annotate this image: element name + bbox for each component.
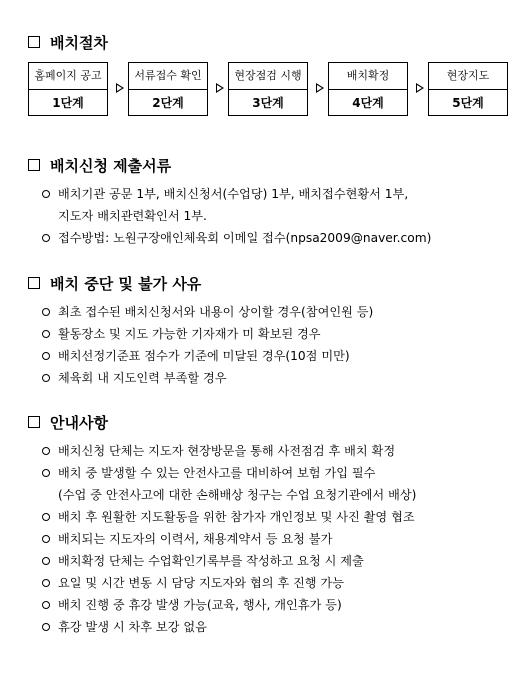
list-item-text: 배치신청 단체는 지도자 현장방문을 통해 사전점검 후 배치 확정 (58, 444, 396, 458)
list-item (28, 550, 512, 572)
list-item-text: 배치 후 원활한 지도활동을 위한 참가자 개인정보 및 사진 촬영 협조 (58, 510, 415, 524)
list-item-text: 체육회 내 지도인력 부족할 경우 (58, 371, 227, 385)
list-item-text: 배치 중 발생할 수 있는 안전사고를 대비하여 보험 가입 필수 (58, 466, 376, 480)
step-stage: 5단계 (452, 96, 484, 110)
documents-heading-text: 배치신청 제출서류 (50, 156, 172, 175)
step-label: 배치확정 (329, 63, 407, 90)
checkbox-icon (28, 159, 40, 171)
step-stage: 2단계 (152, 96, 184, 110)
circle-bullet-icon (42, 513, 50, 521)
arrow-right-icon (216, 83, 224, 93)
list-item (28, 616, 512, 638)
list-item-text-continued: (수업 중 안전사고에 대한 손해배상 청구는 수업 요청기관에서 배상) (58, 488, 417, 502)
list-item-text: 활동장소 및 지도 가능한 기자재가 미 확보된 경우 (58, 327, 321, 341)
list-item-text: 요일 및 시간 변동 시 담당 지도자와 협의 후 진행 가능 (58, 576, 344, 590)
circle-bullet-icon (42, 469, 50, 477)
step-stage: 3단계 (252, 96, 284, 110)
list-item (28, 183, 512, 227)
step-label: 현장지도 (429, 63, 507, 90)
circle-bullet-icon (42, 234, 50, 242)
list-item-text: 배치기관 공문 1부, 배치신청서(수업당) 1부, 배치접수현황서 1부, (58, 187, 409, 201)
list-item (28, 323, 512, 345)
notice-heading-text: 안내사항 (50, 413, 108, 432)
arrow-right-icon (316, 83, 324, 93)
procedure-steps (28, 62, 510, 118)
circle-bullet-icon (42, 308, 50, 316)
list-item-text: 배치선정기준표 점수가 기준에 미달된 경우(10점 미만) (58, 349, 350, 363)
step-label: 현장점검 시행 (229, 63, 307, 90)
list-item (28, 528, 512, 550)
documents-heading (28, 155, 512, 175)
list-item (28, 227, 512, 249)
list-item-text: 접수방법: 노원구장애인체육회 이메일 접수(npsa2009@naver.com) (58, 231, 432, 245)
list-item-text: 최초 접수된 배치신청서와 내용이 상이할 경우(참여인원 등) (58, 305, 374, 319)
step-stage: 1단계 (52, 96, 84, 110)
step-box-2 (128, 62, 208, 116)
checkbox-icon (28, 36, 40, 48)
circle-bullet-icon (42, 601, 50, 609)
list-item (28, 462, 512, 506)
checkbox-icon (28, 416, 40, 428)
documents-list (28, 183, 512, 249)
documents-section (28, 155, 512, 249)
circle-bullet-icon (42, 579, 50, 587)
list-item-text: 배치 진행 중 휴강 발생 가능(교육, 행사, 개인휴가 등) (58, 598, 342, 612)
checkbox-icon (28, 277, 40, 289)
step-label: 홈페이지 공고 (29, 63, 107, 90)
step-box-5 (428, 62, 508, 116)
cancellation-heading (28, 273, 512, 293)
list-item (28, 345, 512, 367)
arrow-right-icon (116, 83, 124, 93)
circle-bullet-icon (42, 330, 50, 338)
step-box-3 (228, 62, 308, 116)
list-item (28, 594, 512, 616)
step-label: 서류접수 확인 (129, 63, 207, 90)
notice-section (28, 412, 512, 638)
list-item-text: 배치확정 단체는 수업확인기록부를 작성하고 요청 시 제출 (58, 554, 364, 568)
list-item-text: 휴강 발생 시 차후 보강 없음 (58, 620, 207, 634)
step-box-1 (28, 62, 108, 116)
arrow-right-icon (416, 83, 424, 93)
list-item-text-continued: 지도자 배치관련확인서 1부. (58, 209, 207, 223)
list-item (28, 440, 512, 462)
procedure-section (28, 32, 512, 52)
procedure-heading-text: 배치절차 (50, 33, 108, 52)
circle-bullet-icon (42, 190, 50, 198)
circle-bullet-icon (42, 623, 50, 631)
procedure-heading (28, 32, 512, 52)
cancellation-heading-text: 배치 중단 및 불가 사유 (50, 274, 202, 293)
list-item-text: 배치되는 지도자의 이력서, 채용계약서 등 요청 불가 (58, 532, 333, 546)
notice-heading (28, 412, 512, 432)
circle-bullet-icon (42, 447, 50, 455)
list-item (28, 506, 512, 528)
notice-list (28, 440, 512, 638)
list-item (28, 572, 512, 594)
list-item (28, 367, 512, 389)
circle-bullet-icon (42, 557, 50, 565)
circle-bullet-icon (42, 374, 50, 382)
circle-bullet-icon (42, 352, 50, 360)
cancellation-section (28, 273, 512, 389)
step-box-4 (328, 62, 408, 116)
list-item (28, 301, 512, 323)
step-stage: 4단계 (352, 96, 384, 110)
cancellation-list (28, 301, 512, 389)
circle-bullet-icon (42, 535, 50, 543)
